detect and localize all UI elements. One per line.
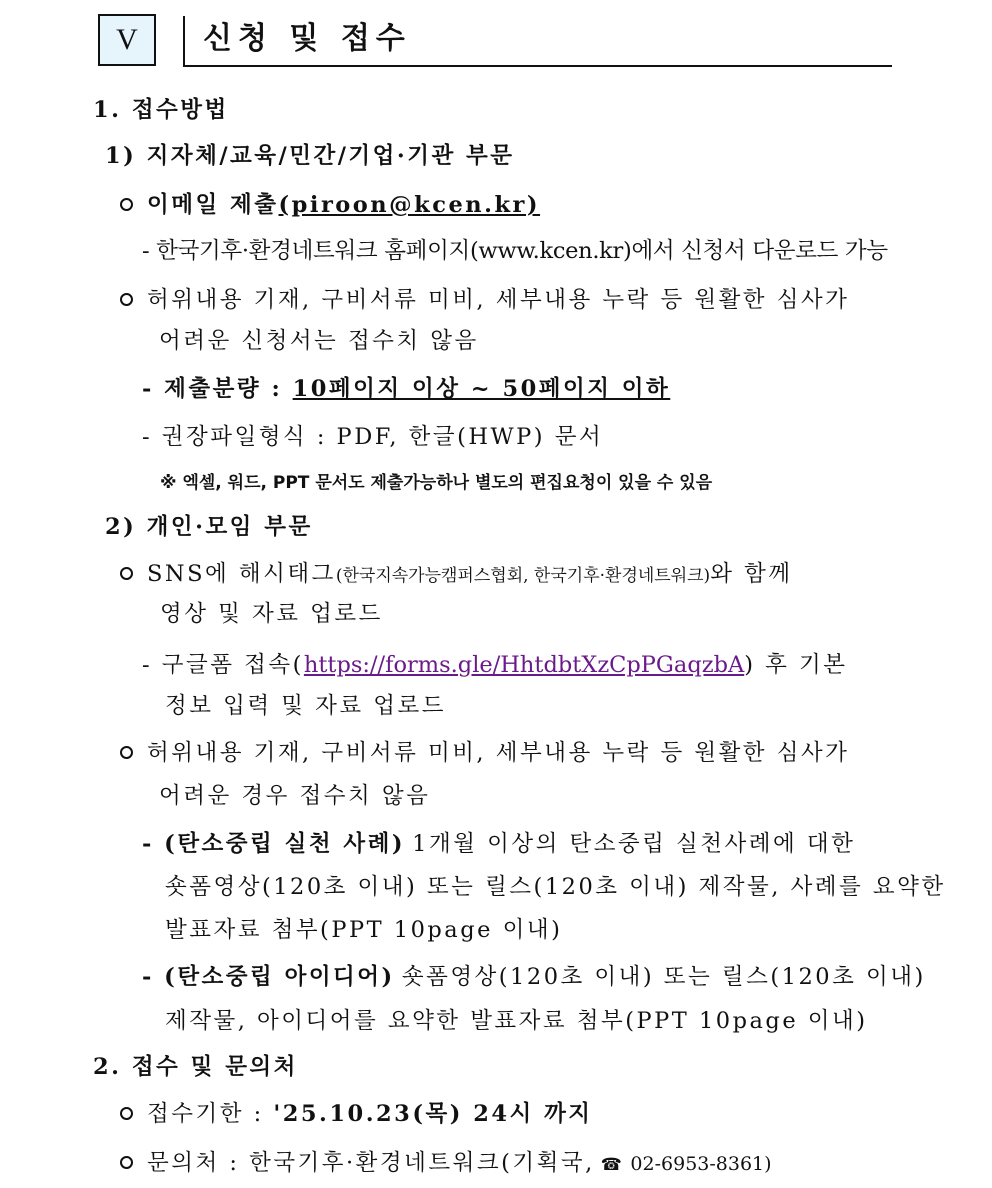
amount-line: - 제출분량 : 10페이지 이상 ~ 50페이지 이하 [142,376,671,402]
sns-item-cont: 영상 및 자료 업로드 [160,601,383,627]
email-address[interactable]: (piroon@kcen.kr) [278,192,541,218]
contact-item: 문의처 : 한국기후·환경네트워크(기획국, ☎ 02-6953-8361) [120,1148,772,1180]
hollow-circle-icon [120,1107,133,1120]
telephone-icon: ☎ [600,1155,625,1175]
section-number: V [116,23,138,56]
google-form-link[interactable]: https://forms.gle/HhtdbtXzCpPGaqzbA [303,652,745,678]
invalid-note-2-cont: 어려운 경우 접수치 않음 [159,783,431,809]
invalid-note-1: 허위내용 기재, 구비서류 미비, 세부내용 누락 등 원활한 심사가 [120,285,849,315]
format-note: ※ 엑셀, 워드, PPT 문서도 제출가능하나 별도의 편집요청이 있을 수 있음 [160,473,713,493]
contact-phone[interactable]: 02-6953-8361) [630,1153,772,1175]
section-number-box [98,14,156,66]
subsection-1-1-title: 1) 지자체/교육/민간/기업·기관 부문 [105,143,515,169]
deadline-value: '25.10.23(목) 24시 까지 [273,1101,593,1127]
google-form-line: - 구글폼 접속(https://forms.gle/HhtdbtXzCpPGaqzbA) 후 기본 [142,652,848,678]
hollow-circle-icon [120,293,133,306]
invalid-note-2: 허위내용 기재, 구비서류 미비, 세부내용 누락 등 원활한 심사가 [120,738,849,768]
case-line-3: 발표자료 첨부(PPT 10page 이내) [165,917,563,943]
hollow-circle-icon [120,567,133,580]
email-item: 이메일 제출(piroon@kcen.kr) [120,190,540,220]
hollow-circle-icon [120,746,133,759]
case-line: - (탄소중립 실천 사례) 1개월 이상의 탄소중립 실천사례에 대한 [142,831,856,857]
idea-line-2: 제작물, 아이디어를 요약한 발표자료 첨부(PPT 10page 이내) [165,1008,868,1034]
sns-item: SNS에 해시태그(한국지속가능캠퍼스협회, 한국기후·환경네트워크)와 함께 [120,559,793,591]
section-title: 신청 및 접수 [203,21,411,56]
invalid-note-1-cont: 어려운 신청서는 접수치 않음 [159,328,479,354]
amount-value: 10페이지 이상 ~ 50페이지 이하 [292,376,671,402]
subsection-1-2-title: 2) 개인·모임 부문 [105,514,313,540]
hollow-circle-icon [120,198,133,211]
format-line: - 권장파일형식 : PDF, 한글(HWP) 문서 [142,424,604,450]
download-note: - 한국기후·환경네트워크 홈페이지(www.kcen.kr)에서 신청서 다운로드 가능 [142,238,888,264]
idea-line: - (탄소중립 아이디어) 숏폼영상(120초 이내) 또는 릴스(120초 이내) [142,964,926,990]
subsection-1-title: 1. 접수방법 [93,97,229,123]
hollow-circle-icon [120,1156,133,1169]
subsection-2-title: 2. 접수 및 문의처 [93,1054,298,1080]
case-line-2: 숏폼영상(120초 이내) 또는 릴스(120초 이내) 제작물, 사례를 요약한 [165,874,946,900]
header-divider [183,16,185,66]
header-underline [183,65,892,67]
deadline-item: 접수기한 : '25.10.23(목) 24시 까지 [120,1099,593,1129]
google-form-line-cont: 정보 입력 및 자료 업로드 [165,693,446,719]
